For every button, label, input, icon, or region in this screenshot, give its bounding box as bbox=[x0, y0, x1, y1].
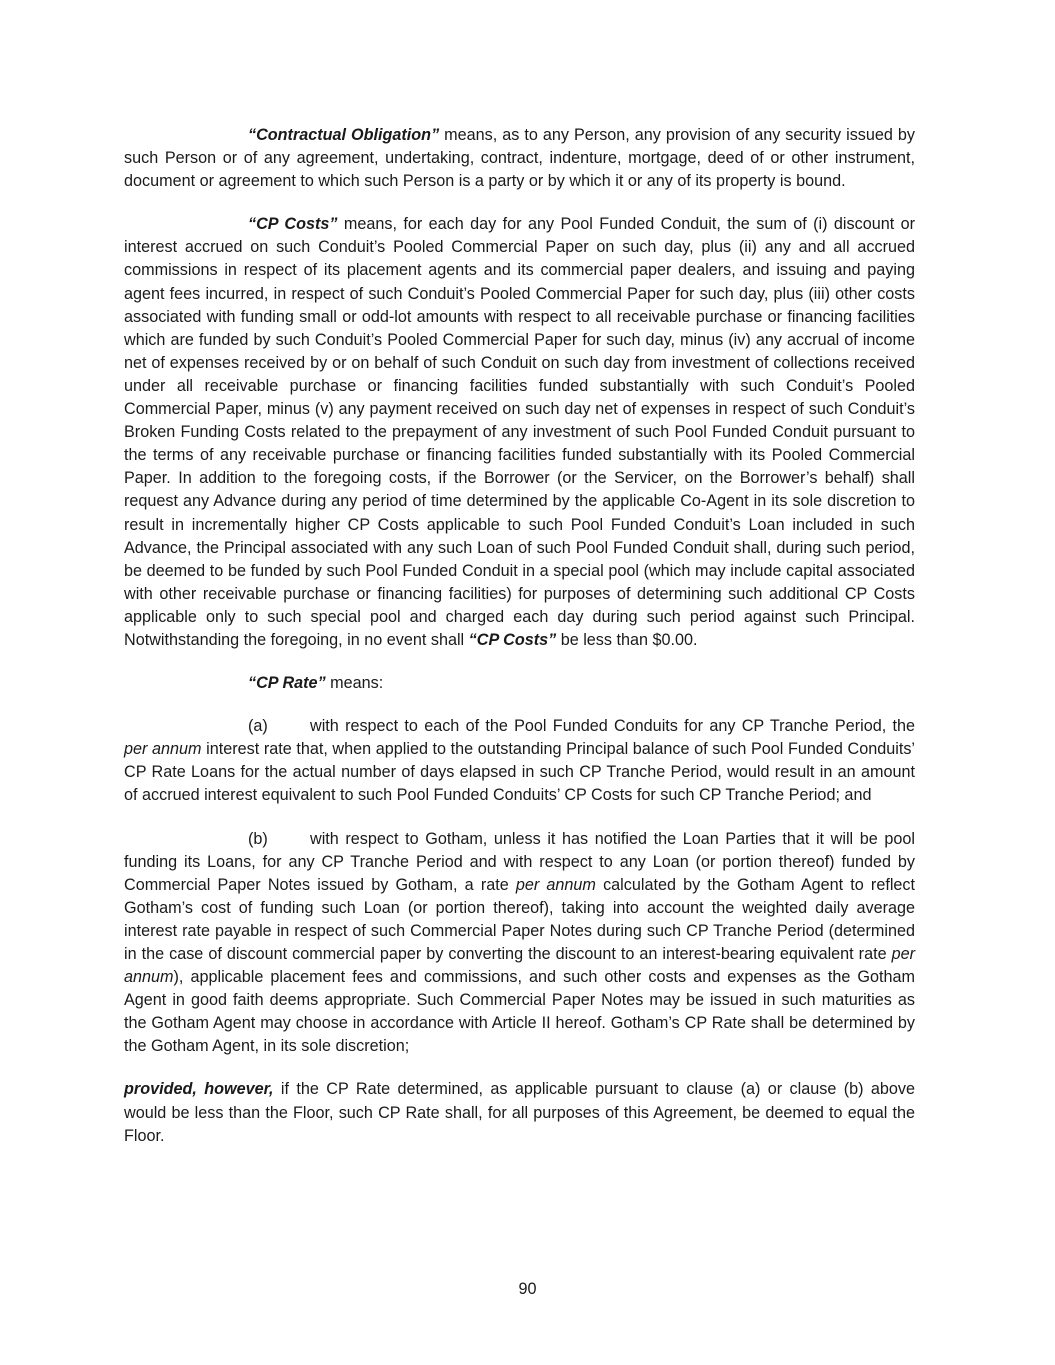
defined-term-inline: “CP Costs” bbox=[468, 630, 557, 649]
definition-text: means: bbox=[325, 674, 384, 693]
definition-cp-rate bbox=[124, 672, 915, 695]
definition-text-end: be less than $0.00. bbox=[556, 630, 698, 649]
document-page bbox=[124, 124, 915, 1168]
page-number: 90 bbox=[518, 1280, 537, 1298]
clause-b bbox=[124, 828, 915, 1059]
defined-term: “Contractual Obligation” bbox=[248, 126, 440, 144]
definition-cp-costs bbox=[124, 213, 915, 652]
clause-text: interest rate that, when applied to the outstanding Principal balance of such Pool Funded Conduits’ CP Rate Loans for the actual number of days elapsed in such CP Tranche Period, would result in an amount of accrued interest equivalent to such Pool Funded Conduits’ CP Costs for such CP Tranche Period; and bbox=[124, 740, 916, 805]
proviso-lead: provided, however, bbox=[124, 1080, 274, 1099]
clause-label: (b) bbox=[248, 829, 268, 848]
definition-contractual-obligation bbox=[124, 124, 915, 193]
definition-text: means, as to any Person, any provision of any security issued by such Person or of any agreement, undertaking, contract, indenture, mortgage, deed of or other instrument, document or agreement to which such Person is a party or by which it or any of its property is bound. bbox=[124, 126, 915, 191]
clause-text: with respect to each of the Pool Funded Conduits for any CP Tranche Period, the bbox=[310, 717, 915, 736]
clause-label: (a) bbox=[248, 717, 268, 736]
defined-term: “CP Costs” bbox=[248, 215, 338, 234]
proviso bbox=[124, 1078, 915, 1147]
clause-text: ), applicable placement fees and commissions, and such other costs and expenses as the Gotham Agent in good faith deems appropriate. Such Commercial Paper Notes may be issued in such maturities as the Gotham Agent may choose in accordance with Article II hereof. Gotham’s CP Rate shall be determined by the Gotham Agent, in its sole discretion; bbox=[124, 968, 915, 1056]
definition-text: means, for each day for any Pool Funded Conduit, the sum of (i) discount or interest accrued on such Conduit’s Pooled Commercial Paper on such day, plus (ii) any and all accrued commissions in respect of its placement agents and its commercial paper dealers, and issuing and paying agent fees incurred, in respect of such Conduit’s Pooled Commercial Paper for such day, plus (iii) other costs associated with funding small or odd-lot amounts with respect to all receivable purchase or financing facilities which are funded by such Conduit’s Pooled Commercial Paper for such day, minus (iv) any accrual of income net of expenses received by or on behalf of such Conduit on such day from investment of collections received under all receivable purchase or financing facilities funded substantially with such Conduit’s Pooled Commercial Paper, minus (v) any payment received on such day net of expenses in respect of such Conduit’s Broken Funding Costs related to the prepayment of any investment of such Pool Funded Conduit pursuant to the terms of any receivable purchase or financing facilities funded substantially with its Pooled Commercial Paper. In addition to the foregoing costs, if the Borrower (or the Servicer, on the Borrower’s behalf) shall request any Advance during any period of time determined by the applicable Co-Agent in its sole discretion to result in incrementally higher CP Costs applicable to such Pool Funded Conduit’s Loan included in such Advance, the Principal associated with any such Loan of such Pool Funded Conduit shall, during such period, be deemed to be funded by such Pool Funded Conduit in a special pool (which may include capital associated with other receivable purchase or financing facilities) for purposes of determining such additional CP Costs applicable only to such special pool and charged each day during such period against such Principal. Notwithstanding the foregoing, in no event shall bbox=[124, 215, 916, 649]
clause-a bbox=[124, 715, 915, 807]
clause-text: calculated by the Gotham Agent to reflect Gotham’s cost of funding such Loan (or portion thereof), taking into account the weighted daily average interest rate payable in respect of such Commercial Paper Notes during such CP Tranche Period (determined in the case of discount commercial paper by converting the discount to an interest-bearing equivalent rate bbox=[124, 875, 916, 963]
defined-term: “CP Rate” bbox=[248, 674, 326, 693]
clause-text: with respect to Gotham, unless it has notified the Loan Parties that it will be pool funding its Loans, for any CP Tranche Period and with respect to any Loan (or portion thereof) funded by Commercial Paper Notes issued by Gotham, a rate bbox=[124, 829, 915, 894]
proviso-text: if the CP Rate determined, as applicable pursuant to clause (a) or clause (b) above would be less than the Floor, such CP Rate shall, for all purposes of this Agreement, be deemed to equal the Floor. bbox=[124, 1080, 915, 1145]
clause-italic: per annum bbox=[124, 740, 202, 759]
clause-italic: per annum bbox=[515, 875, 596, 894]
clause-italic: per annum bbox=[124, 945, 915, 987]
